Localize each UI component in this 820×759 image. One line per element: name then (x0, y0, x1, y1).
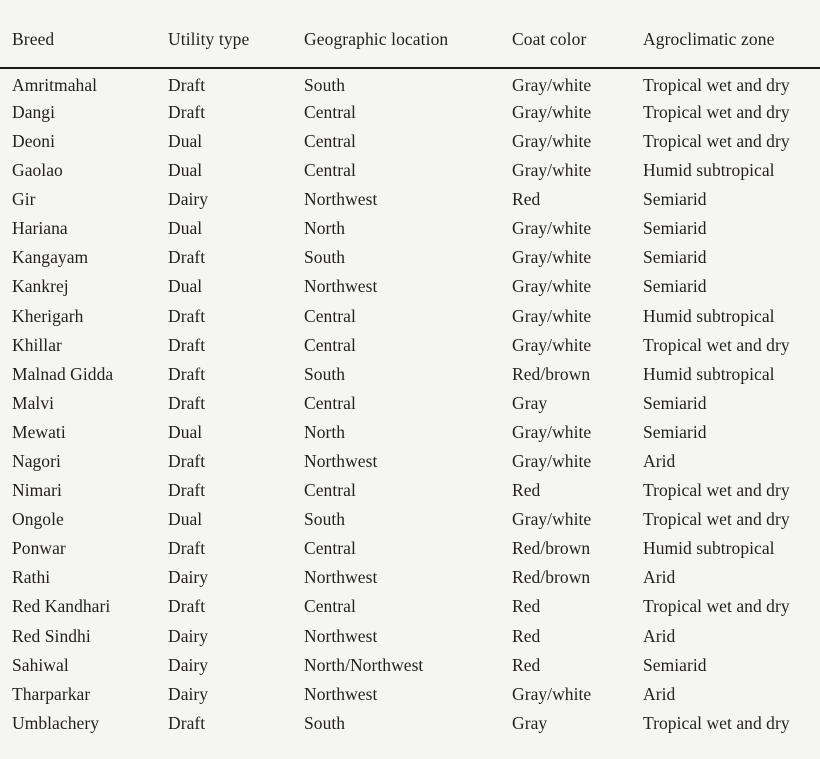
table-cell (296, 593, 500, 622)
table-cell-text: Draft (168, 538, 206, 559)
table-cell (0, 476, 158, 505)
table-cell-text: Gray/white (512, 101, 592, 122)
table-cell-text: South (304, 509, 346, 530)
table-cell (158, 331, 296, 360)
table-cell (296, 244, 500, 273)
table-cell-text: Draft (168, 363, 206, 384)
table-cell (158, 709, 296, 738)
table-cell (0, 156, 158, 185)
table-cell (500, 273, 633, 302)
table-cell-text: North (304, 421, 346, 442)
table-cell-text: Humid subtropical (643, 538, 775, 559)
table-cell (500, 389, 633, 418)
table-cell-text: Semiarid (643, 276, 707, 297)
table-cell-text: Gray/white (512, 334, 592, 355)
table-cell-text: Central (304, 596, 356, 617)
table-cell-text: Draft (168, 480, 206, 501)
table-cell (0, 244, 158, 273)
table-cell-text: Gir (12, 189, 36, 210)
table-cell-text: Northwest (304, 451, 378, 472)
table-cell-text: Hariana (12, 218, 68, 239)
table-cell-text: Tropical wet and dry (643, 130, 790, 151)
table-cell-text: Central (304, 392, 356, 413)
table-cell (633, 273, 820, 302)
table-cell (500, 476, 633, 505)
table-cell-text: North/Northwest (304, 654, 424, 675)
table-cell (500, 535, 633, 564)
table-cell (296, 505, 500, 534)
table-cell-text: Red Kandhari (12, 596, 111, 617)
table-cell-text: Semiarid (643, 421, 707, 442)
table-cell (296, 680, 500, 709)
table-cell-text: Gray/white (512, 160, 592, 181)
table-cell (296, 447, 500, 476)
table-cell (633, 418, 820, 447)
table-cell-text: Gray/white (512, 218, 592, 239)
table-cell (296, 185, 500, 214)
table-cell-text: Gray/white (512, 421, 592, 442)
table-cell (296, 709, 500, 738)
table-cell-text: Draft (168, 596, 206, 617)
table-row (0, 214, 820, 243)
table-cell-text: Tropical wet and dry (643, 101, 790, 122)
table-cell (158, 302, 296, 331)
table-cell (296, 418, 500, 447)
table-cell-text: Draft (168, 75, 206, 96)
table-cell (633, 98, 820, 127)
table-row (0, 651, 820, 680)
table-row (0, 98, 820, 127)
table-cell-text: South (304, 247, 346, 268)
table-cell (0, 447, 158, 476)
table-cell-text: Red (512, 189, 541, 210)
table-cell (296, 331, 500, 360)
table-cell-text: Gray/white (512, 451, 592, 472)
column-header-utility-type-label: Utility type (168, 28, 250, 49)
table-cell-text: Dairy (168, 683, 209, 704)
table-cell (296, 360, 500, 389)
table-row (0, 273, 820, 302)
table-cell-text: Arid (643, 683, 676, 704)
column-header-breed (0, 0, 158, 68)
table-cell-text: Nagori (12, 451, 61, 472)
table-cell (158, 651, 296, 680)
table-cell (0, 651, 158, 680)
table-cell (0, 68, 158, 98)
table-cell (500, 98, 633, 127)
table-cell-text: Draft (168, 392, 206, 413)
table-cell (158, 505, 296, 534)
table-cell (296, 564, 500, 593)
table-cell-text: Gray/white (512, 276, 592, 297)
table-cell-text: Northwest (304, 276, 378, 297)
table-cell (158, 156, 296, 185)
table-cell-text: Red (512, 654, 541, 675)
table-cell (158, 127, 296, 156)
table-cell-text: Draft (168, 712, 206, 733)
column-header-utility-type (158, 0, 296, 68)
table-cell (500, 68, 633, 98)
table-cell-text: Draft (168, 334, 206, 355)
table-cell (633, 709, 820, 738)
table-cell (296, 214, 500, 243)
table-row (0, 360, 820, 389)
table-cell (296, 127, 500, 156)
table-cell (500, 156, 633, 185)
table-cell (0, 680, 158, 709)
table-cell (633, 331, 820, 360)
table-row (0, 622, 820, 651)
table-row (0, 185, 820, 214)
table-cell-text: Tropical wet and dry (643, 334, 790, 355)
table-cell-text: Mewati (12, 421, 66, 442)
table-cell-text: Dairy (168, 654, 209, 675)
table-cell-text: Dual (168, 130, 203, 151)
table-cell (500, 302, 633, 331)
table-cell (296, 302, 500, 331)
table-cell (0, 98, 158, 127)
table-row (0, 535, 820, 564)
table-cell-text: Semiarid (643, 392, 707, 413)
table-cell (158, 418, 296, 447)
column-header-geographic-location (296, 0, 500, 68)
table-cell (633, 476, 820, 505)
table-cell (633, 622, 820, 651)
table-cell-text: Gray/white (512, 683, 592, 704)
table-cell-text: Dual (168, 421, 203, 442)
table-cell (0, 622, 158, 651)
table-cell-text: Draft (168, 101, 206, 122)
table-cell (0, 185, 158, 214)
table-cell-text: Umblachery (12, 712, 99, 733)
table-cell (500, 447, 633, 476)
table-cell (158, 564, 296, 593)
table-cell (633, 651, 820, 680)
table-cell (296, 68, 500, 98)
table-row (0, 505, 820, 534)
table-cell (500, 331, 633, 360)
table-cell (0, 273, 158, 302)
table-cell (0, 214, 158, 243)
table-cell-text: Kherigarh (12, 305, 84, 326)
table-cell (633, 214, 820, 243)
table-cell-text: Gaolao (12, 160, 63, 181)
table-body (0, 68, 820, 738)
table-cell-text: Arid (643, 625, 676, 646)
table-cell (158, 389, 296, 418)
table-cell (500, 214, 633, 243)
table-row (0, 389, 820, 418)
table-row (0, 476, 820, 505)
table-row (0, 244, 820, 273)
table-cell (296, 273, 500, 302)
table-cell-text: Central (304, 160, 356, 181)
table-cell (158, 185, 296, 214)
table-cell-text: Red/brown (512, 567, 591, 588)
table-cell-text: Tropical wet and dry (643, 75, 790, 96)
table-cell-text: Tropical wet and dry (643, 480, 790, 501)
table-cell (296, 98, 500, 127)
table-cell (633, 127, 820, 156)
table-cell (296, 156, 500, 185)
table-cell-text: Red (512, 596, 541, 617)
table-cell-text: Central (304, 334, 356, 355)
table-cell-text: Gray/white (512, 130, 592, 151)
table-cell (500, 622, 633, 651)
table-cell (0, 564, 158, 593)
table-header-row (0, 0, 820, 68)
table-cell (158, 214, 296, 243)
column-header-geographic-location-label: Geographic location (304, 28, 449, 49)
table-cell (500, 185, 633, 214)
table-cell-text: Northwest (304, 189, 378, 210)
column-header-coat-color (500, 0, 633, 68)
table-cell-text: Red/brown (512, 538, 591, 559)
table-cell-text: Central (304, 130, 356, 151)
table-cell-text: Dairy (168, 189, 209, 210)
table-cell-text: Gray (512, 392, 548, 413)
table-cell (296, 389, 500, 418)
table-row (0, 418, 820, 447)
table-row (0, 593, 820, 622)
table-cell-text: South (304, 75, 346, 96)
table-cell (0, 302, 158, 331)
table-cell-text: Dual (168, 160, 203, 181)
table-cell (633, 447, 820, 476)
table-cell-text: Khillar (12, 334, 62, 355)
table-header (0, 0, 820, 68)
table-cell (500, 593, 633, 622)
table-cell (633, 244, 820, 273)
table-cell (158, 244, 296, 273)
table-cell-text: Semiarid (643, 189, 707, 210)
table-cell (633, 156, 820, 185)
table-cell (0, 360, 158, 389)
table-cell-text: Red (512, 480, 541, 501)
table-cell-text: Sahiwal (12, 654, 69, 675)
table-row (0, 302, 820, 331)
table-cell-text: Semiarid (643, 654, 707, 675)
table-cell (0, 127, 158, 156)
table-cell-text: Central (304, 101, 356, 122)
column-header-coat-color-label: Coat color (512, 28, 587, 49)
table-cell-text: Rathi (12, 567, 51, 588)
table-cell-text: Humid subtropical (643, 160, 775, 181)
table-cell-text: Tropical wet and dry (643, 509, 790, 530)
table-cell (158, 447, 296, 476)
table-cell-text: Dairy (168, 625, 209, 646)
table-cell-text: Draft (168, 247, 206, 268)
table-row (0, 564, 820, 593)
table-cell (158, 593, 296, 622)
table-cell (158, 360, 296, 389)
table-cell (158, 535, 296, 564)
table-cell-text: Gray/white (512, 75, 592, 96)
table-cell (158, 622, 296, 651)
table-cell-text: Malnad Gidda (12, 363, 114, 384)
table-row (0, 68, 820, 98)
table-cell (296, 622, 500, 651)
table-cell-text: Dual (168, 276, 203, 297)
table-cell (633, 535, 820, 564)
table-cell (158, 680, 296, 709)
table-cell (0, 535, 158, 564)
table-cell-text: South (304, 363, 346, 384)
table-cell-text: Northwest (304, 567, 378, 588)
table-cell-text: Amritmahal (12, 75, 98, 96)
table-cell-text: North (304, 218, 346, 239)
table-cell-text: Draft (168, 451, 206, 472)
table-cell (158, 98, 296, 127)
table-cell (0, 389, 158, 418)
table-cell-text: Nimari (12, 480, 62, 501)
table-cell-text: Central (304, 538, 356, 559)
table-cell-text: Dual (168, 509, 203, 530)
column-header-agroclimatic-zone (633, 0, 820, 68)
table-cell-text: Tropical wet and dry (643, 596, 790, 617)
table-cell-text: Dangi (12, 101, 56, 122)
table-cell (158, 476, 296, 505)
table-cell-text: Tharparkar (12, 683, 91, 704)
table-cell-text: Ponwar (12, 538, 66, 559)
table-cell-text: Kangayam (12, 247, 89, 268)
table-cell-text: Northwest (304, 683, 378, 704)
table-cell-text: Tropical wet and dry (643, 712, 790, 733)
table-cell (500, 564, 633, 593)
table-cell-text: Gray/white (512, 509, 592, 530)
table-cell-text: Gray/white (512, 305, 592, 326)
table-cell-text: Red/brown (512, 363, 591, 384)
table-cell-text: Draft (168, 305, 206, 326)
table-row (0, 127, 820, 156)
table-cell-text: Deoni (12, 130, 56, 151)
table-cell-text: Arid (643, 451, 676, 472)
table-cell (633, 505, 820, 534)
table-cell (633, 185, 820, 214)
table-cell-text: Humid subtropical (643, 305, 775, 326)
table-cell (296, 535, 500, 564)
table-row (0, 709, 820, 738)
table-cell (633, 593, 820, 622)
table-cell-text: Kankrej (12, 276, 69, 297)
column-header-breed-label: Breed (12, 28, 55, 49)
table-cell-text: Semiarid (643, 218, 707, 239)
table-cell-text: Central (304, 305, 356, 326)
table-row (0, 447, 820, 476)
table-cell-text: Central (304, 480, 356, 501)
table-cell (500, 418, 633, 447)
table-cell-text: Gray (512, 712, 548, 733)
table-cell (0, 505, 158, 534)
table-cell-text: Red Sindhi (12, 625, 91, 646)
table-cell-text: Gray/white (512, 247, 592, 268)
table-cell (158, 68, 296, 98)
table-cell (0, 331, 158, 360)
table-cell (500, 680, 633, 709)
table-cell (633, 389, 820, 418)
table-cell (500, 651, 633, 680)
table-cell (296, 476, 500, 505)
table-cell-text: Malvi (12, 392, 55, 413)
table-cell (0, 709, 158, 738)
table-row (0, 680, 820, 709)
column-header-agroclimatic-zone-label: Agroclimatic zone (643, 28, 775, 49)
table-cell (500, 709, 633, 738)
table-cell-text: Dairy (168, 567, 209, 588)
table-cell (158, 273, 296, 302)
table-cell-text: Dual (168, 218, 203, 239)
table-row (0, 156, 820, 185)
table-cell (296, 651, 500, 680)
table-cell (633, 68, 820, 98)
table-cell-text: Humid subtropical (643, 363, 775, 384)
table-cell (500, 505, 633, 534)
table-row (0, 331, 820, 360)
table-cell-text: Arid (643, 567, 676, 588)
table-cell-text: South (304, 712, 346, 733)
table-cell (633, 360, 820, 389)
table-cell (500, 244, 633, 273)
table-cell-text: Semiarid (643, 247, 707, 268)
table-cell-text: Ongole (12, 509, 64, 530)
table-cell (633, 302, 820, 331)
table-cell-text: Northwest (304, 625, 378, 646)
table-cell (0, 593, 158, 622)
table-cell (500, 127, 633, 156)
table-cell (0, 418, 158, 447)
table-cell-text: Red (512, 625, 541, 646)
table-cell (633, 564, 820, 593)
table-cell (633, 680, 820, 709)
table-cell (500, 360, 633, 389)
